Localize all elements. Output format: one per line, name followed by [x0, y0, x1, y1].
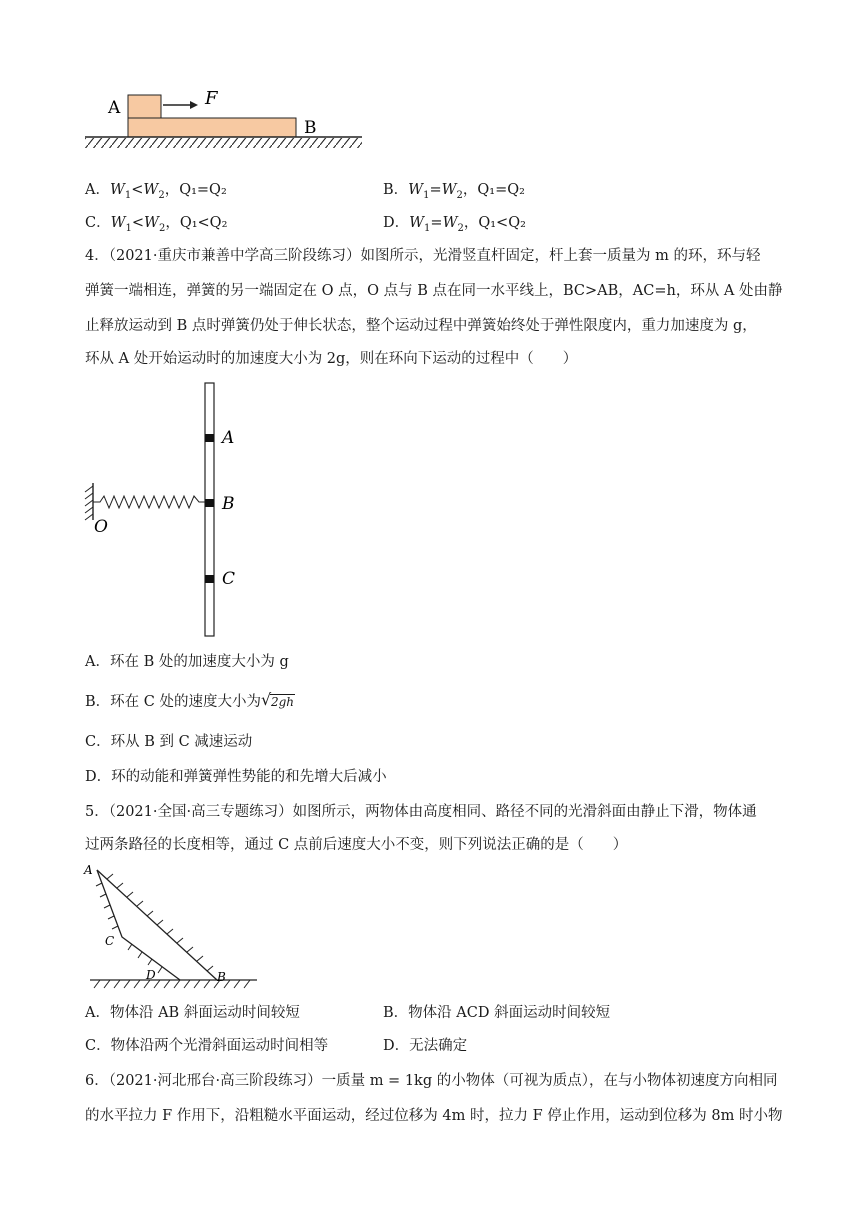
label-b: B [304, 118, 317, 138]
label-c: C [222, 569, 236, 589]
question-4-line-2: 弹簧一端相连，弹簧的另一端固定在 O 点，O 点与 B 点在同一水平线上，BC>AB，AC=h，环从 A 处由静 [85, 283, 783, 299]
option-5a[interactable]: A．物体沿 AB 斜面运动时间较短 [85, 1005, 300, 1021]
incline-ab-hatch [107, 874, 213, 971]
relation: < [131, 182, 144, 198]
option-3b[interactable]: B．$W_1=W_2$，Q₁=Q₂ [383, 182, 525, 201]
plank-b [128, 118, 296, 137]
label-o: O [94, 517, 108, 537]
label-a: A [108, 98, 121, 118]
block-a [128, 95, 161, 118]
relation: < [131, 215, 145, 231]
ring-c [205, 575, 214, 583]
question-4-line-1: 4．（2021·重庆市兼善中学高三阶段练习）如图所示，光滑竖直杆固定，杆上套一质量为 m 的环，环与轻 [85, 248, 761, 264]
question-6-line-1: 6．（2021·河北邢台·高三阶段练习）一质量 m = 1kg 的小物体（可视为质点），在与小物体初速度方向相同 [85, 1073, 778, 1089]
figure-block-on-plank [80, 85, 370, 155]
incline-acd-hatch [96, 883, 162, 973]
ground-hatch [85, 138, 362, 148]
ring-a [205, 434, 214, 442]
relation: = [429, 182, 442, 198]
ground-hatch [94, 980, 250, 988]
figure-rod-spring [80, 380, 260, 640]
relation: = [430, 215, 443, 231]
question-6-line-2: 的水平拉力 F 作用下，沿粗糙水平面运动，经过位移为 4m 时，拉力 F 停止作用，运动到位移为 8m 时小物 [85, 1108, 783, 1124]
option-key: B． [383, 182, 409, 198]
sqrt-expression: √ 2gh [260, 690, 295, 709]
option-4b[interactable] [85, 692, 295, 712]
label-c: C [105, 934, 115, 948]
option-4d[interactable]: D．环的动能和弹簧弹性势能的和先增大后减小 [85, 769, 387, 785]
option-3d[interactable]: D．$W_1=W_2$，Q₁<Q₂ [383, 215, 526, 234]
option-text: B．环在 C 处的速度大小为 [85, 694, 261, 710]
label-a: A [84, 863, 93, 877]
question-5-line-2: 过两条路径的长度相等，通过 C 点前后速度大小不变，则下列说法正确的是（ ） [85, 837, 628, 853]
option-rest: ，Q₁=Q₂ [164, 182, 227, 198]
label-d: D [146, 968, 156, 982]
label-b: B [217, 970, 226, 984]
option-5c[interactable]: C．物体沿两个光滑斜面运动时间相等 [85, 1038, 329, 1054]
option-5b[interactable]: B．物体沿 ACD 斜面运动时间较短 [383, 1005, 611, 1021]
option-rest: ，Q₁<Q₂ [165, 215, 228, 231]
option-key: A． [85, 182, 110, 198]
option-5d[interactable]: D．无法确定 [383, 1038, 468, 1054]
option-key: D． [383, 215, 410, 231]
ring-b [205, 499, 214, 507]
incline-acd [97, 870, 180, 980]
label-a: A [222, 428, 235, 448]
question-5-line-1: 5．（2021·全国·高三专题练习）如图所示，两物体由高度相同、路径不同的光滑斜面由静止下滑，物体通 [85, 804, 757, 820]
option-4a[interactable]: A．环在 B 处的加速度大小为 g [85, 654, 289, 670]
label-f: F [205, 88, 218, 109]
figure-two-inclines [80, 860, 270, 995]
spring [93, 496, 205, 508]
question-4-line-3: 止释放运动到 B 点时弹簧仍处于伸长状态，整个运动过程中弹簧始终处于弹性限度内，重力加速度为 g， [85, 318, 757, 334]
label-b: B [222, 494, 235, 514]
option-3c[interactable]: C．$W_1<W_2$，Q₁<Q₂ [85, 215, 228, 234]
option-rest: ，Q₁=Q₂ [462, 182, 525, 198]
option-4c[interactable]: C．环从 B 到 C 减速运动 [85, 734, 253, 750]
force-arrowhead [190, 101, 198, 109]
wall-hatch [85, 486, 93, 520]
question-4-line-4: 环从 A 处开始运动时的加速度大小为 2g，则在环向下运动的过程中（ ） [85, 351, 578, 367]
option-3a[interactable]: A．$W_1<W_2$，Q₁=Q₂ [85, 182, 227, 201]
option-rest: ，Q₁<Q₂ [463, 215, 526, 231]
option-key: C． [85, 215, 111, 231]
vertical-rod [205, 383, 214, 636]
